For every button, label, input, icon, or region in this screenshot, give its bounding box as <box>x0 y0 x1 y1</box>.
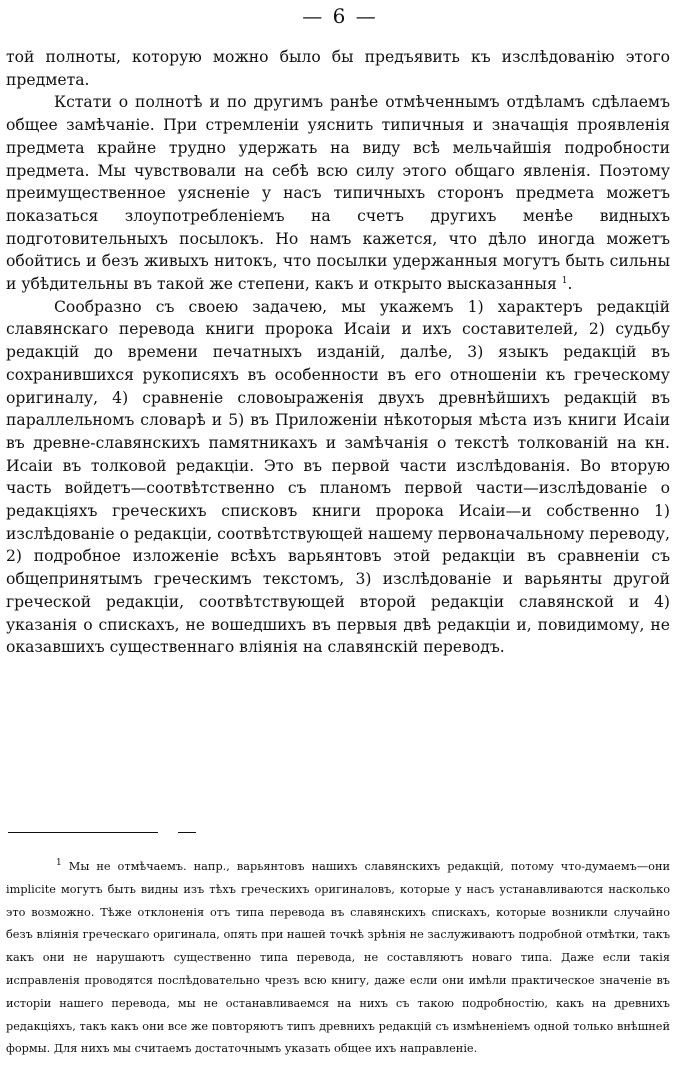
paragraph-2: Кстати о полнотѣ и по другимъ ранѣе отмѣченнымъ отдѣламъ сдѣлаемъ общее замѣчаніе. При стремленіи уяснить типичныя и значащія проявленія предмета крайне трудно удержать на виду всѣ мельчайшія подробности предмета. Мы чувствовали на себѣ всю силу этого общаго явленія. Поэтому преимущественное уясненіе у насъ типичныхъ сторонъ предмета можетъ показаться злоупотребленіемъ на счетъ другихъ менѣе видныхъ подготовительныхъ посылокъ. Но намъ кажется, что дѣло иногда можетъ обойтись и безъ живыхъ нитокъ, что посылки удержанныя могутъ быть сильны и убѣдительны въ такой же степени, какъ и открыто высказанныя $^1$. <box>6 93 670 294</box>
paragraph-1: той полноты, которую можно было бы предъявить къ изслѣдованію этого предмета. <box>6 48 670 89</box>
footnote-paragraph <box>6 856 670 1061</box>
paragraph-3: Сообразно съ своею задачею, мы укажемъ 1) характеръ редакцій славянскаго перевода книги пророка Исаіи и ихъ составителей, 2) судьбу редакцій до времени печатныхъ изданій, далѣе, 3) языкъ редакцій въ сохранившихся рукописяхъ въ особенности въ его отношеніи къ греческому оригиналу, 4) сравненіе словоыраженія двухъ древнѣйшихъ редакцій въ параллельномъ словарѣ и 5) въ Приложеніи нѣкоторыя мѣста изъ книги Исаіи въ древне-славянскихъ памятникахъ и замѣчанія о текстѣ толкованій на кн. Исаіи въ толковой редакціи. Это въ первой части изслѣдованія. Во вторую часть войдетъ—соотвѣтственно съ планомъ первой части—изслѣдованіе о редакціяхъ греческихъ списковъ книги пророка Исаіи—и собственно 1) изслѣдованіе о редакціи, соотвѣтствующей нашему первоначальному переводу, 2) подробное изложеніе всѣхъ варьянтовъ этой редакціи въ сравненіи съ общепринятымъ греческимъ текстомъ, 3) изслѣдованіе и варьянты другой греческой редакціи, соотвѣтствующей второй редакціи славянской и 4) указанія о спискахъ, не вошедшихъ въ первыя двѣ редакціи и, повидимому, не оказавшихъ существеннаго вліянія на славянскій переводъ. <box>6 297 670 657</box>
footnote-text: Мы не отмѣчаемъ. напр., варьянтовъ нашихъ славянскихъ редакцій, потому что-думаемъ—они implicite могутъ быть видны изъ тѣхъ греческихъ оригиналовъ, которые у насъ устанавливаются насколько это возможно. Тѣже отклоненія отъ типа перевода въ славянскихъ спискахъ, которые возникли случайно безъ вліянія греческаго оригинала, опять при нашей точкѣ зрѣнія не заслуживаютъ подробной отмѣтки, такъ какъ они не нарушаютъ существенно типа перевода, не составляютъ новаго типа. Даже если такія исправленія проводятся послѣдовательно чрезъ всю книгу, даже если они имѣли практическое значеніе въ исторіи нашего перевода, мы не останавливаемся на нихъ съ такою подробностію, какъ на древнихъ редакціяхъ, такъ какъ они все же повторяютъ типъ древнихъ редакцій съ измѣненіемъ одной только внѣшней формы. Для нихъ мы считаемъ достаточнымъ указать общее ихъ направленіе. <box>6 860 671 1056</box>
main-text <box>6 46 670 659</box>
page-number: — 6 — <box>302 4 378 28</box>
footnote-rule-short <box>178 832 196 833</box>
footnote-reference[interactable]: 1 <box>561 275 568 286</box>
footnote-mark: 1 <box>56 858 62 869</box>
paragraph-2-text: Кстати о полнотѣ и по другимъ ранѣе отмѣченнымъ отдѣламъ сдѣлаемъ общее замѣчаніе. При стремленіи уяснить типичныя и значащія проявленія предмета крайне трудно удержать на виду всѣ мельчайшія подробности предмета. Мы чувствовали на себѣ всю силу этого общаго явленія. Поэтому преимущественное уясненіе у насъ типичныхъ сторонъ предмета можетъ показаться злоупотребленіемъ на счетъ другихъ менѣе видныхъ подготовительныхъ посылокъ. Но намъ кажется, что дѣло иногда можетъ обойтись и безъ живыхъ нитокъ, что посылки удержанныя могутъ быть сильны и убѣдительны въ такой же степени, какъ и открыто высказанныя <box>6 93 670 294</box>
footnote-rule-long <box>8 832 158 833</box>
footnote <box>6 856 670 1061</box>
